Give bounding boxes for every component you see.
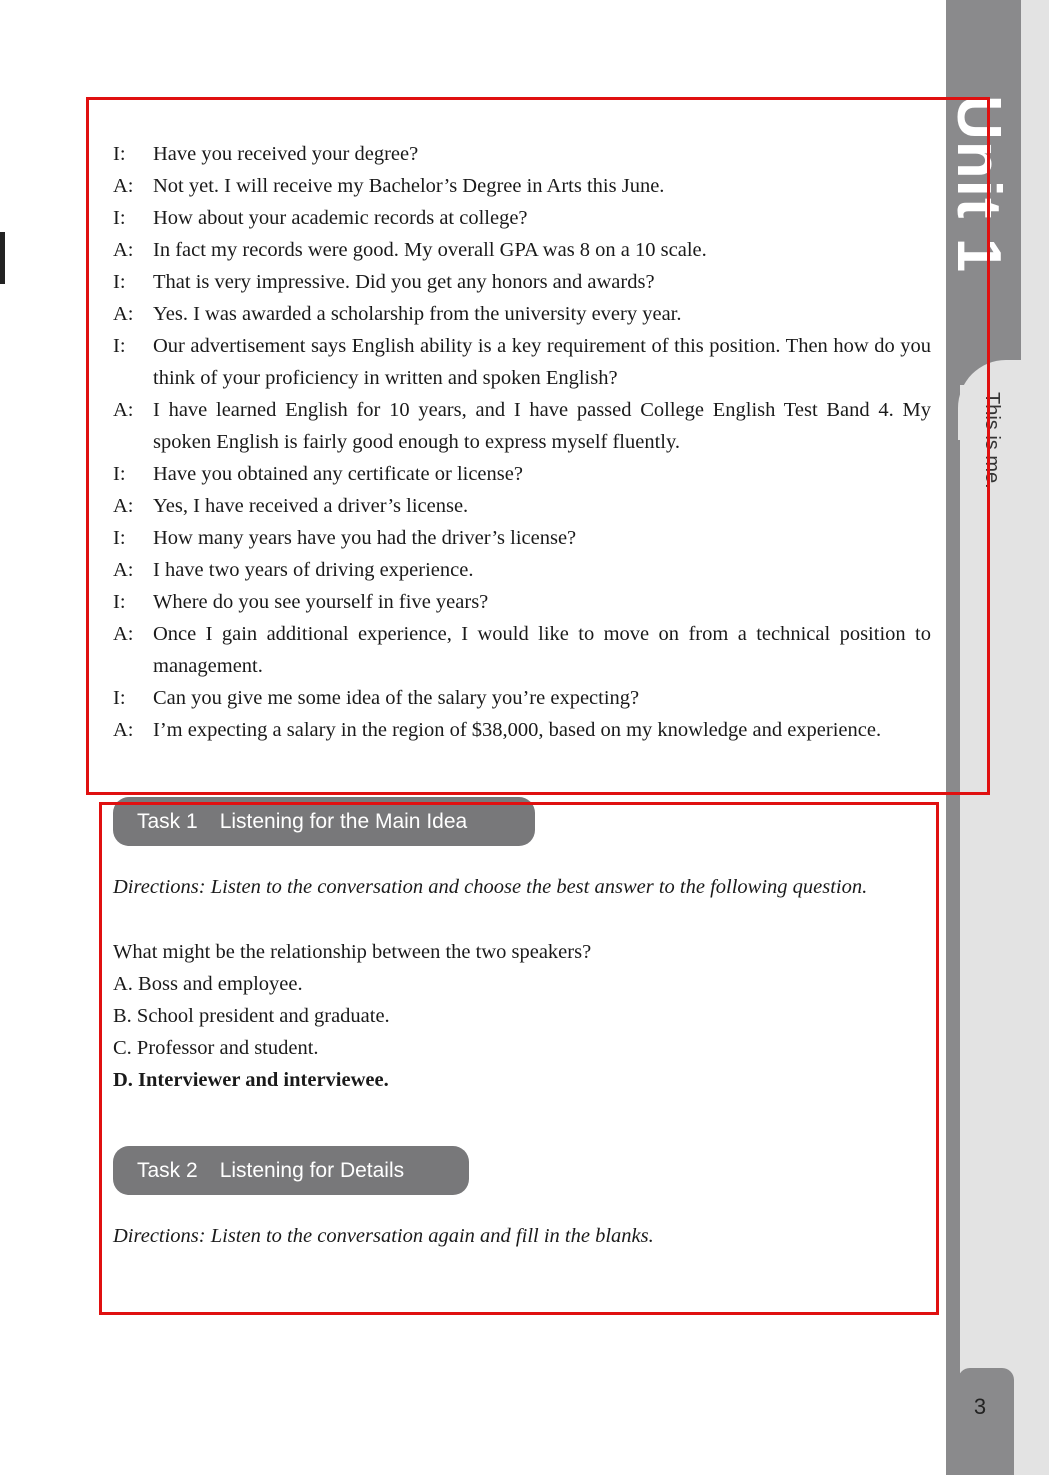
speaker-label: A:	[113, 623, 134, 645]
speaker-label: I:	[113, 463, 126, 485]
task2-directions: Directions: Listen to the conversation again and fill in the blanks.	[113, 1225, 654, 1247]
line-text: How about your academic records at college?	[153, 207, 528, 229]
speaker-label: I:	[113, 527, 126, 549]
page-number-tab	[958, 1368, 1014, 1475]
line-text: Once I gain additional experience, I would like to move on from a technical position to management.	[153, 623, 931, 677]
line-text: How many years have you had the driver’s license?	[153, 527, 577, 549]
option-d-answer: D. Interviewer and interviewee.	[113, 1069, 389, 1091]
speaker-label: A:	[113, 175, 134, 197]
unit-label: Unit 1	[944, 95, 1013, 274]
line-text: Can you give me some idea of the salary you’re expecting?	[153, 687, 640, 709]
task1-number: Task 1	[137, 810, 198, 833]
speaker-label: I:	[113, 143, 126, 165]
speaker-label: I:	[113, 687, 126, 709]
unit-subtitle: This is me.	[981, 392, 1003, 489]
speaker-label: A:	[113, 399, 134, 421]
speaker-label: I:	[113, 335, 126, 357]
dialogue-highlight-box	[86, 97, 990, 795]
option-a: A. Boss and employee.	[113, 973, 303, 995]
line-text: Where do you see yourself in five years?	[153, 591, 489, 613]
line-text: Have you received your degree?	[153, 143, 419, 165]
option-b: B. School president and graduate.	[113, 1005, 390, 1027]
speaker-label: I:	[113, 591, 126, 613]
option-c: C. Professor and student.	[113, 1037, 319, 1059]
task2-number: Task 2	[137, 1159, 198, 1182]
line-text: I have two years of driving experience.	[153, 559, 474, 581]
speaker-label: A:	[113, 239, 134, 261]
speaker-label: A:	[113, 303, 134, 325]
line-text: Our advertisement says English ability is a key requirement of this position. Then how do you think of your proficiency in written and spoken English?	[153, 335, 931, 389]
task2-title: Listening for Details	[219, 1159, 405, 1182]
line-text: That is very impressive. Did you get any honors and awards?	[153, 271, 655, 293]
task1-directions: Directions: Listen to the conversation and choose the best answer to the following question.	[113, 876, 868, 898]
line-text: Not yet. I will receive my Bachelor’s Degree in Arts this June.	[153, 175, 665, 197]
speaker-label: I:	[113, 271, 126, 293]
speaker-label: A:	[113, 559, 134, 581]
line-text: I’m expecting a salary in the region of $38,000, based on my knowledge and experience.	[153, 719, 882, 741]
tasks-highlight-box	[99, 802, 939, 1315]
task1-title: Listening for the Main Idea	[219, 810, 468, 833]
line-text: In fact my records were good. My overall GPA was 8 on a 10 scale.	[153, 239, 707, 261]
speaker-label: A:	[113, 495, 134, 517]
speaker-label: I:	[113, 207, 126, 229]
task1-question: What might be the relationship between the two speakers?	[113, 941, 592, 963]
line-text: Yes, I have received a driver’s license.	[153, 495, 469, 517]
page-number: 3	[973, 1394, 987, 1419]
line-text: Have you obtained any certificate or license?	[153, 463, 523, 485]
line-text: I have learned English for 10 years, and I have passed College English Test Band 4. My spoken English is fairly good enough to express myself fluently.	[153, 399, 931, 453]
line-text: Yes. I was awarded a scholarship from the university every year.	[153, 303, 682, 325]
left-edge-mark	[0, 232, 5, 284]
speaker-label: A:	[113, 719, 134, 741]
